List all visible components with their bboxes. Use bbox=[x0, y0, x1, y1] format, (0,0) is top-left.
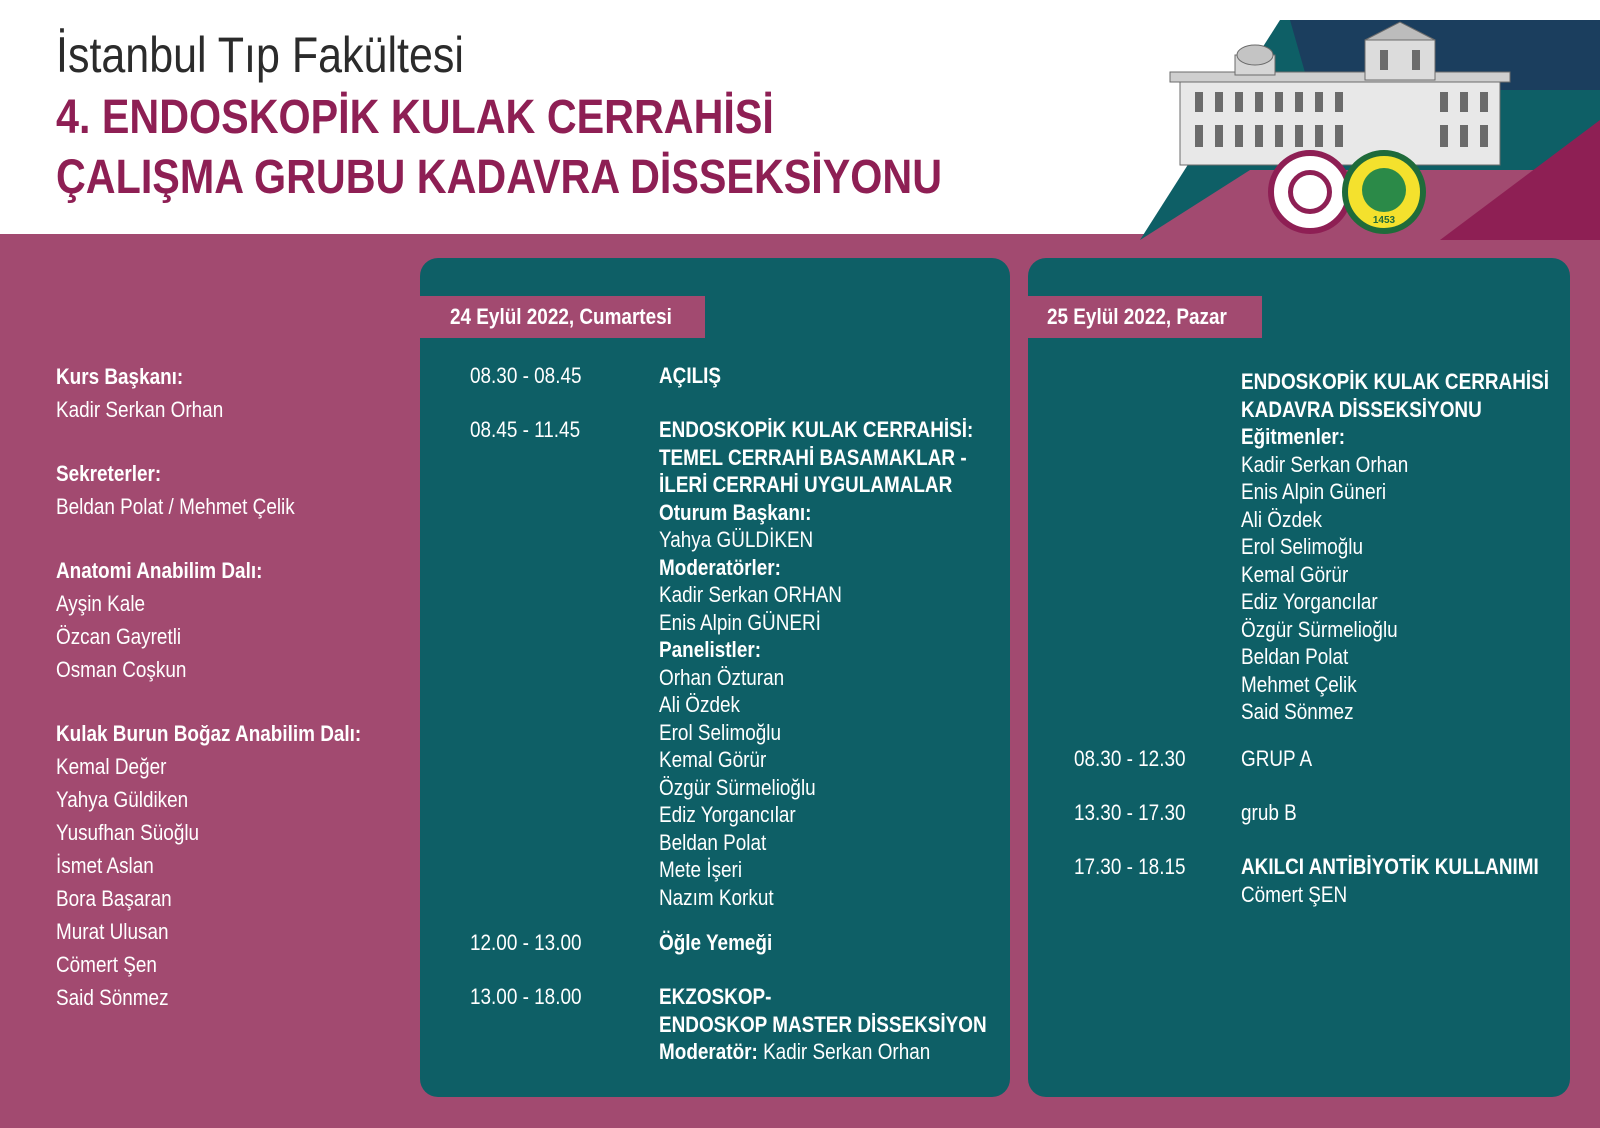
session-line: Orhan Özturan bbox=[659, 664, 785, 690]
session-line: Kadir Serkan Orhan bbox=[1241, 451, 1409, 477]
day-2-date: 25 Eylül 2022, Pazar bbox=[1047, 304, 1227, 329]
organizer-role-label: Sekreterler: bbox=[56, 461, 162, 486]
course-title-line-2: ÇALIŞMA GRUBU KADAVRA DİSSEKSİYONU bbox=[56, 151, 943, 204]
session-line: Beldan Polat bbox=[659, 829, 767, 855]
session-time: 08.30 - 08.45 bbox=[470, 363, 582, 388]
organizer-group bbox=[56, 717, 416, 1014]
organizer-name: Yusufhan Süoğlu bbox=[56, 820, 200, 845]
organizer-name: Bora Başaran bbox=[56, 886, 172, 911]
session-line: Erol Selimoğlu bbox=[659, 719, 781, 745]
organizer-name: Kemal Değer bbox=[56, 754, 167, 779]
session-content bbox=[659, 983, 1040, 1066]
session-line: Enis Alpin GÜNERİ bbox=[659, 609, 821, 635]
session-line: ENDOSKOP MASTER DİSSEKSİYON bbox=[659, 1011, 987, 1037]
session-line-value: Kadir Serkan Orhan bbox=[757, 1039, 931, 1064]
session-line bbox=[659, 1038, 987, 1066]
session-line: Nazım Korkut bbox=[659, 884, 774, 910]
organizer-role-label: Anatomi Anabilim Dalı: bbox=[56, 558, 263, 583]
session-line: Ali Özdek bbox=[659, 692, 740, 717]
session-line: grub B bbox=[1241, 800, 1297, 825]
session-line: Oturum Başkanı: bbox=[659, 499, 812, 525]
session-line: Panelistler: bbox=[659, 637, 762, 662]
session-line: Kadir Serkan ORHAN bbox=[659, 582, 842, 607]
session-line: Ediz Yorgancılar bbox=[1241, 589, 1378, 614]
session-content bbox=[1241, 853, 1587, 908]
seal-emblem-icon bbox=[1362, 168, 1406, 212]
session-line: Kemal Görür bbox=[1241, 561, 1349, 587]
session-line: EKZOSKOP- bbox=[659, 984, 772, 1009]
session-line: KADAVRA DİSSEKSİYONU bbox=[1241, 396, 1482, 422]
session-content bbox=[1241, 799, 1306, 827]
session-line: Mete İşeri bbox=[659, 857, 743, 882]
organizer-name: Murat Ulusan bbox=[56, 919, 169, 944]
session-line: Cömert ŞEN bbox=[1241, 881, 1348, 907]
organizer-group bbox=[56, 457, 416, 523]
session-content bbox=[659, 929, 791, 957]
organizer-name: İsmet Aslan bbox=[56, 853, 154, 878]
session-line: Said Sönmez bbox=[1241, 699, 1354, 724]
day-1-panel bbox=[420, 258, 1010, 1097]
session-line: Özgür Sürmelioğlu bbox=[659, 774, 816, 800]
organizer-group bbox=[56, 554, 416, 686]
organizer-role-label: Kulak Burun Boğaz Anabilim Dalı: bbox=[56, 721, 362, 746]
session-time: 13.30 - 17.30 bbox=[1074, 800, 1186, 825]
session-line: Kemal Görür bbox=[659, 747, 767, 772]
session-line: ENDOSKOPİK KULAK CERRAHİSİ bbox=[1241, 369, 1550, 394]
session-line: Moderatörler: bbox=[659, 554, 781, 580]
session-content bbox=[659, 416, 1024, 911]
session-line: ENDOSKOPİK KULAK CERRAHİSİ: bbox=[659, 417, 974, 442]
seal-emblem-icon bbox=[1288, 170, 1332, 214]
session-time: 17.30 - 18.15 bbox=[1074, 854, 1186, 879]
session-line: Ediz Yorgancılar bbox=[659, 802, 796, 827]
session-line: TEMEL CERRAHİ BASAMAKLAR - bbox=[659, 444, 967, 470]
session-line: Beldan Polat bbox=[1241, 644, 1349, 669]
session-line: Erol Selimoğlu bbox=[1241, 534, 1363, 559]
session-line-label: Moderatör: bbox=[659, 1039, 758, 1064]
day-1-date-tab bbox=[420, 296, 705, 338]
session-line: Yahya GÜLDİKEN bbox=[659, 527, 814, 552]
session-line: AKILCI ANTİBİYOTİK KULLANIMI bbox=[1241, 854, 1539, 879]
istanbul-universitesi-seal bbox=[1342, 150, 1426, 234]
session-line: GRUP A bbox=[1241, 746, 1313, 771]
session-line: İLERİ CERRAHİ UYGULAMALAR bbox=[659, 472, 953, 497]
course-title-line-1: 4. ENDOSKOPİK KULAK CERRAHİSİ bbox=[56, 91, 774, 144]
organizer-name: Cömert Şen bbox=[56, 952, 157, 977]
session-time: 08.30 - 12.30 bbox=[1074, 746, 1186, 771]
organizer-role-label: Kurs Başkanı: bbox=[56, 364, 184, 389]
organizer-name: Osman Coşkun bbox=[56, 657, 187, 682]
organizer-name: Beldan Polat / Mehmet Çelik bbox=[56, 494, 295, 519]
organizer-name: Özcan Gayretli bbox=[56, 624, 182, 649]
session-content bbox=[1241, 745, 1324, 773]
seal-year: 1453 bbox=[1372, 215, 1396, 226]
session-line: Öğle Yemeği bbox=[659, 930, 773, 955]
session-line: Ali Özdek bbox=[1241, 506, 1322, 532]
session-line: Mehmet Çelik bbox=[1241, 671, 1357, 697]
session-line: AÇILIŞ bbox=[659, 363, 722, 388]
session-time: 08.45 - 11.45 bbox=[470, 417, 581, 442]
organizer-name: Ayşin Kale bbox=[56, 591, 146, 616]
session-line: Eğitmenler: bbox=[1241, 424, 1346, 449]
session-line: Özgür Sürmelioğlu bbox=[1241, 616, 1398, 642]
day-1-date: 24 Eylül 2022, Cumartesi bbox=[450, 304, 672, 329]
session-time: 12.00 - 13.00 bbox=[470, 930, 582, 955]
session-time: 13.00 - 18.00 bbox=[470, 984, 582, 1009]
session-line: Enis Alpin Güneri bbox=[1241, 479, 1387, 504]
day-2-panel bbox=[1028, 258, 1570, 1097]
organizer-name: Kadir Serkan Orhan bbox=[56, 397, 224, 422]
organizer-group bbox=[56, 360, 416, 426]
organizers-list bbox=[56, 360, 416, 1045]
session-content bbox=[659, 362, 731, 390]
organizer-name: Yahya Güldiken bbox=[56, 787, 189, 812]
day-2-date-tab bbox=[1028, 296, 1262, 338]
istanbul-tip-fakultesi-seal bbox=[1268, 150, 1352, 234]
session-content bbox=[1241, 368, 1599, 726]
organizer-name: Said Sönmez bbox=[56, 985, 169, 1010]
faculty-name: İstanbul Tıp Fakültesi bbox=[56, 27, 464, 83]
